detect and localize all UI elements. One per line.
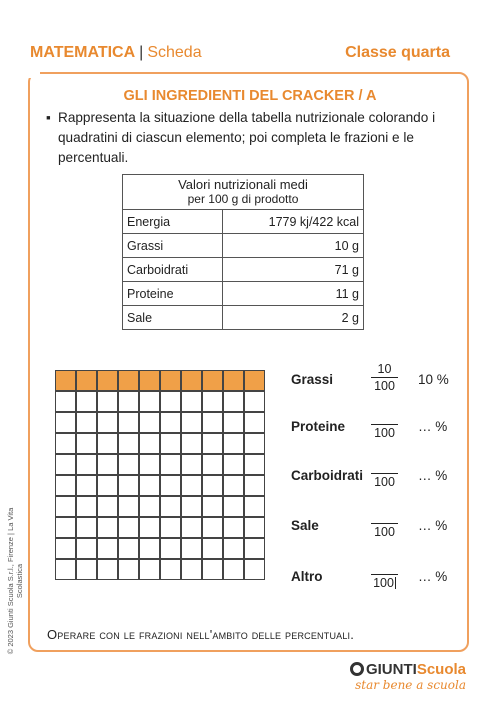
grade-label: Classe quarta bbox=[345, 44, 450, 61]
grid-cell[interactable] bbox=[76, 475, 97, 496]
fraction-proteine[interactable] bbox=[371, 409, 398, 440]
grid-cell[interactable] bbox=[118, 538, 139, 559]
text-caret bbox=[395, 577, 396, 589]
grid-cell[interactable] bbox=[97, 391, 118, 412]
fraction-denominator: 100 bbox=[374, 525, 395, 539]
grid-cell[interactable] bbox=[244, 454, 265, 475]
grid-cell[interactable] bbox=[244, 433, 265, 454]
nutrient-value: 1779 kj/422 kcal bbox=[222, 210, 363, 234]
grid-cell[interactable] bbox=[97, 454, 118, 475]
fraction-numerator[interactable]: 10 bbox=[371, 362, 398, 378]
grid-cell[interactable] bbox=[55, 517, 76, 538]
grid-cell[interactable] bbox=[97, 433, 118, 454]
grid-cell[interactable] bbox=[118, 475, 139, 496]
grid-cell[interactable] bbox=[202, 559, 223, 580]
grid-cell[interactable] bbox=[160, 475, 181, 496]
section-label: Scheda bbox=[147, 44, 202, 61]
percent-altro[interactable]: … % bbox=[418, 569, 448, 584]
logo-brand-text: GIUNTI bbox=[365, 661, 417, 678]
grid-cell[interactable] bbox=[55, 496, 76, 517]
grid-cell[interactable] bbox=[55, 475, 76, 496]
nutrient-name: Grassi bbox=[123, 234, 223, 258]
hundred-square-grid[interactable] bbox=[55, 370, 265, 580]
fraction-denominator bbox=[371, 575, 398, 590]
grid-cell[interactable] bbox=[160, 454, 181, 475]
grid-cell[interactable] bbox=[55, 559, 76, 580]
grid-cell[interactable] bbox=[244, 538, 265, 559]
grid-cell-filled[interactable] bbox=[244, 370, 265, 391]
table-row bbox=[123, 210, 364, 234]
grid-cell[interactable] bbox=[223, 517, 244, 538]
grid-cell[interactable] bbox=[76, 559, 97, 580]
grid-cell[interactable] bbox=[76, 538, 97, 559]
nutrition-table bbox=[122, 174, 364, 330]
grid-cell[interactable] bbox=[244, 475, 265, 496]
fraction-label-altro: Altro bbox=[291, 569, 323, 584]
nutrient-name: Sale bbox=[123, 306, 223, 330]
grid-cell[interactable] bbox=[118, 412, 139, 433]
grid-cell[interactable] bbox=[160, 391, 181, 412]
grid-cell[interactable] bbox=[55, 433, 76, 454]
grid-cell[interactable] bbox=[181, 559, 202, 580]
grid-cell[interactable] bbox=[118, 517, 139, 538]
bullet-icon: ▪ bbox=[46, 110, 51, 125]
grid-cell[interactable] bbox=[202, 391, 223, 412]
fraction-numerator[interactable] bbox=[371, 458, 398, 474]
grid-cell[interactable] bbox=[244, 391, 265, 412]
nutrient-name: Carboidrati bbox=[123, 258, 223, 282]
fraction-numerator[interactable] bbox=[371, 409, 398, 425]
grid-cell[interactable] bbox=[139, 412, 160, 433]
grid-cell[interactable] bbox=[55, 391, 76, 412]
logo-brand-accent: Scuola bbox=[416, 661, 466, 678]
fraction-denominator: 100 bbox=[374, 426, 395, 440]
grid-cell-filled[interactable] bbox=[118, 370, 139, 391]
grid-cell[interactable] bbox=[76, 454, 97, 475]
grid-cell[interactable] bbox=[139, 475, 160, 496]
frame-gap bbox=[10, 68, 40, 78]
grid-cell[interactable] bbox=[223, 391, 244, 412]
instruction-text: Rappresenta la situazione della tabella nutrizionale colorando i quadratini di ciascun elemento; poi completa le frazioni e le percentuali. bbox=[58, 110, 436, 165]
grid-cell[interactable] bbox=[97, 538, 118, 559]
grid-cell[interactable] bbox=[181, 496, 202, 517]
grid-cell[interactable] bbox=[223, 412, 244, 433]
grid-cell[interactable] bbox=[76, 496, 97, 517]
grid-cell[interactable] bbox=[160, 496, 181, 517]
grid-cell[interactable] bbox=[202, 433, 223, 454]
grid-cell[interactable] bbox=[139, 454, 160, 475]
fraction-label-sale: Sale bbox=[291, 518, 319, 533]
grid-cell[interactable] bbox=[76, 391, 97, 412]
grid-cell[interactable] bbox=[181, 517, 202, 538]
grid-cell[interactable] bbox=[244, 517, 265, 538]
grid-cell-filled[interactable] bbox=[181, 370, 202, 391]
grid-cell[interactable] bbox=[118, 454, 139, 475]
grid-cell[interactable] bbox=[181, 475, 202, 496]
grid-cell[interactable] bbox=[139, 538, 160, 559]
grid-cell[interactable] bbox=[97, 496, 118, 517]
grid-cell[interactable] bbox=[76, 517, 97, 538]
grid-cell-filled[interactable] bbox=[160, 370, 181, 391]
logo-tagline: star bene a scuola bbox=[355, 678, 466, 692]
grid-cell[interactable] bbox=[181, 538, 202, 559]
grid-cell[interactable] bbox=[160, 559, 181, 580]
grid-cell[interactable] bbox=[202, 517, 223, 538]
grid-cell[interactable] bbox=[160, 517, 181, 538]
grid-cell[interactable] bbox=[76, 412, 97, 433]
grid-cell-filled[interactable] bbox=[55, 370, 76, 391]
instruction bbox=[46, 108, 456, 168]
nutrition-table-header bbox=[123, 175, 364, 210]
grid-cell[interactable] bbox=[160, 412, 181, 433]
subject-label: MATEMATICA bbox=[30, 44, 136, 61]
grid-cell[interactable] bbox=[97, 517, 118, 538]
nutrition-table-subtitle: per 100 g di prodotto bbox=[187, 192, 299, 206]
table-row bbox=[123, 234, 364, 258]
grid-cell[interactable] bbox=[202, 496, 223, 517]
logo-g-icon bbox=[350, 662, 364, 676]
grid-cell-filled[interactable] bbox=[139, 370, 160, 391]
copyright-text: © 2023 Giunti Scuola S.r.l., Firenze | La Vita Scolastica bbox=[6, 507, 24, 655]
grid-cell[interactable] bbox=[118, 391, 139, 412]
fraction-label-grassi: Grassi bbox=[291, 372, 334, 387]
header-subject bbox=[30, 44, 202, 62]
percent-proteine[interactable]: … % bbox=[418, 419, 448, 434]
nutrient-value: 2 g bbox=[222, 306, 363, 330]
fraction-numerator[interactable] bbox=[371, 508, 398, 524]
grid-cell[interactable] bbox=[118, 496, 139, 517]
fraction-carboidrati[interactable] bbox=[371, 458, 398, 489]
fraction-numerator[interactable] bbox=[371, 559, 398, 575]
grid-cell[interactable] bbox=[181, 391, 202, 412]
denominator-text: 100 bbox=[373, 576, 394, 590]
grid-cell[interactable] bbox=[55, 412, 76, 433]
table-row bbox=[123, 282, 364, 306]
grid-cell[interactable] bbox=[223, 496, 244, 517]
grid-cell[interactable] bbox=[139, 517, 160, 538]
grid-cell[interactable] bbox=[139, 559, 160, 580]
grid-cell[interactable] bbox=[223, 475, 244, 496]
grid-cell[interactable] bbox=[139, 391, 160, 412]
grid-cell-filled[interactable] bbox=[202, 370, 223, 391]
grid-cell[interactable] bbox=[97, 475, 118, 496]
grid-cell[interactable] bbox=[181, 433, 202, 454]
percent-grassi[interactable]: 10 % bbox=[418, 372, 449, 387]
table-row bbox=[123, 258, 364, 282]
logo-brand bbox=[350, 661, 466, 678]
grid-cell[interactable] bbox=[202, 538, 223, 559]
grid-cell-filled[interactable] bbox=[223, 370, 244, 391]
nutrient-name: Energia bbox=[123, 210, 223, 234]
grid-cell[interactable] bbox=[181, 454, 202, 475]
grid-cell[interactable] bbox=[244, 559, 265, 580]
header-separator: | bbox=[139, 44, 144, 61]
grid-cell-filled[interactable] bbox=[97, 370, 118, 391]
grid-cell[interactable] bbox=[76, 433, 97, 454]
grid-cell[interactable] bbox=[202, 454, 223, 475]
fraction-label-carboidrati: Carboidrati bbox=[291, 468, 364, 483]
grid-cell[interactable] bbox=[160, 433, 181, 454]
grid-cell[interactable] bbox=[55, 538, 76, 559]
grid-cell[interactable] bbox=[118, 433, 139, 454]
nutrient-name: Proteine bbox=[123, 282, 223, 306]
nutrient-value: 10 g bbox=[222, 234, 363, 258]
fraction-grassi[interactable] bbox=[371, 362, 398, 393]
grid-cell[interactable] bbox=[55, 454, 76, 475]
grid-cell[interactable] bbox=[97, 559, 118, 580]
grid-cell[interactable] bbox=[97, 412, 118, 433]
grid-cell[interactable] bbox=[160, 538, 181, 559]
giunti-scuola-logo bbox=[350, 661, 466, 692]
grid-cell[interactable] bbox=[223, 559, 244, 580]
grid-cell[interactable] bbox=[139, 433, 160, 454]
grid-cell[interactable] bbox=[118, 559, 139, 580]
fraction-altro[interactable] bbox=[371, 559, 398, 590]
fraction-sale[interactable] bbox=[371, 508, 398, 539]
table-row bbox=[123, 306, 364, 330]
grid-cell[interactable] bbox=[139, 496, 160, 517]
nutrient-value: 11 g bbox=[222, 282, 363, 306]
fraction-denominator: 100 bbox=[374, 475, 395, 489]
grid-cell[interactable] bbox=[202, 412, 223, 433]
grid-cell[interactable] bbox=[181, 412, 202, 433]
grid-cell-filled[interactable] bbox=[76, 370, 97, 391]
sheet-title: GLI INGREDIENTI DEL CRACKER / A bbox=[123, 88, 377, 104]
fraction-label-proteine: Proteine bbox=[291, 419, 346, 434]
grid-cell[interactable] bbox=[244, 412, 265, 433]
nutrient-value: 71 g bbox=[222, 258, 363, 282]
footer-note: Operare con le frazioni nell'ambito delle percentuali. bbox=[47, 627, 355, 642]
nutrition-table-title: Valori nutrizionali medi bbox=[178, 177, 308, 192]
grid-cell[interactable] bbox=[202, 475, 223, 496]
grid-cell[interactable] bbox=[223, 433, 244, 454]
grid-cell[interactable] bbox=[244, 496, 265, 517]
percent-sale[interactable]: … % bbox=[418, 518, 448, 533]
fraction-denominator: 100 bbox=[374, 379, 395, 393]
percent-carboidrati[interactable]: … % bbox=[418, 468, 448, 483]
grid-cell[interactable] bbox=[223, 538, 244, 559]
grid-cell[interactable] bbox=[223, 454, 244, 475]
